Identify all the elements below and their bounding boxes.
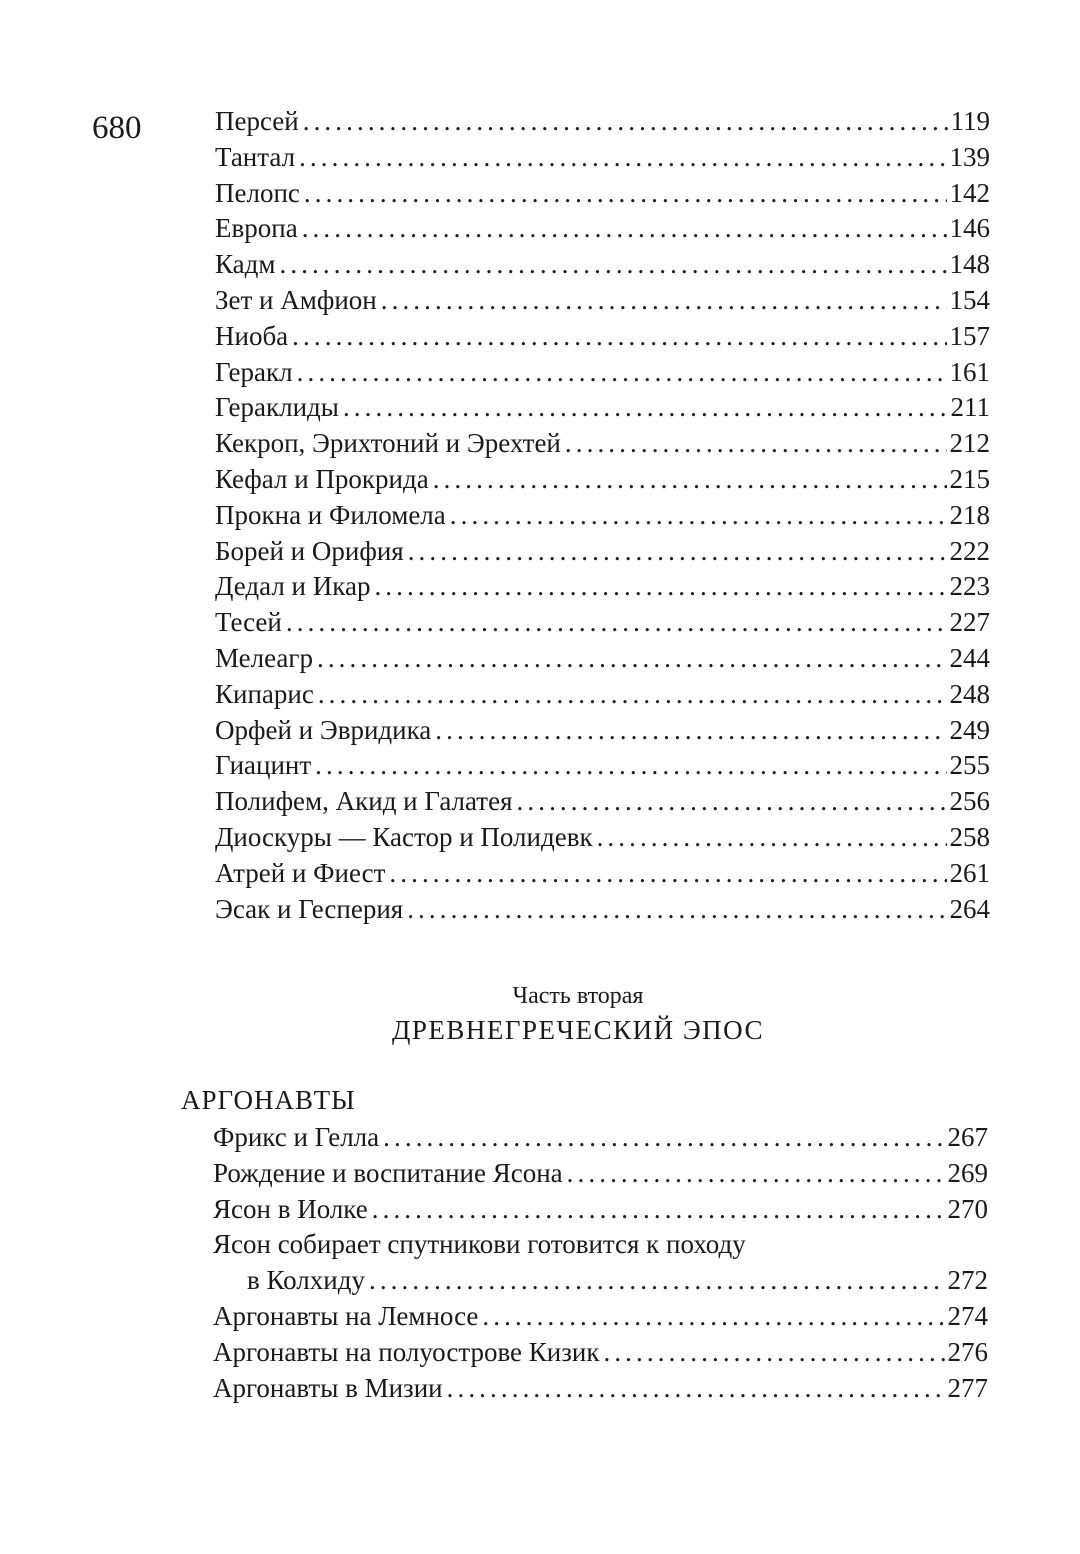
section-heading: АРГОНАВТЫ — [181, 1085, 356, 1115]
dot-leader — [343, 390, 948, 426]
dot-leader — [302, 211, 947, 247]
toc-entry-title: Полифем, Акид и Галатея — [215, 786, 513, 817]
toc-entry — [215, 820, 990, 856]
toc-entry-page: 276 — [947, 1336, 988, 1367]
dot-leader — [369, 1263, 945, 1299]
toc-entry-page: 277 — [947, 1372, 988, 1403]
toc-entry-page: 146 — [949, 213, 990, 244]
toc-entry-page: 212 — [949, 428, 990, 459]
dot-leader — [374, 569, 946, 605]
dot-leader — [482, 1299, 944, 1335]
dot-leader — [318, 677, 947, 713]
dot-leader — [304, 176, 947, 212]
toc-entry-title: Пелопс — [215, 177, 300, 208]
toc-entry-page: 267 — [947, 1122, 988, 1152]
toc-entry — [215, 498, 990, 534]
dot-leader — [517, 784, 947, 820]
toc-entry-title: Гераклиды — [215, 392, 339, 423]
toc-entry — [215, 856, 990, 892]
dot-leader — [372, 1192, 945, 1228]
toc-entry-title: Зет и Амфион — [215, 284, 377, 315]
toc-entry — [215, 355, 990, 391]
toc-entry-title: Фрикс и Гелла — [213, 1122, 380, 1152]
toc-entry — [215, 390, 990, 426]
toc-list-part-one — [215, 104, 990, 927]
dot-leader — [408, 534, 947, 570]
toc-entry — [213, 1120, 988, 1156]
toc-entry — [215, 677, 990, 713]
toc-entry-title: Ниоба — [215, 320, 289, 351]
toc-entry — [215, 605, 990, 641]
toc-entry-page: 148 — [949, 249, 990, 280]
toc-entry-page: 269 — [947, 1157, 988, 1188]
toc-entry-page: 256 — [949, 786, 990, 817]
toc-entry-title: Геракл — [215, 356, 293, 387]
toc-entry-page: 161 — [949, 356, 990, 387]
toc-entry-title: Тесей — [215, 607, 282, 638]
toc-entry-page: 211 — [950, 392, 990, 423]
dot-leader — [317, 641, 947, 677]
toc-entry — [213, 1192, 988, 1228]
toc-entry — [215, 176, 990, 212]
dot-leader — [303, 104, 948, 140]
toc-entry — [213, 1156, 988, 1192]
toc-entry-title: в Колхиду — [247, 1265, 365, 1296]
toc-entry — [215, 247, 990, 283]
toc-entry — [215, 892, 990, 928]
toc-entry-page: 154 — [949, 284, 990, 315]
dot-leader — [407, 892, 946, 928]
toc-entry-title: Прокна и Филомела — [215, 499, 446, 530]
dot-leader — [286, 605, 947, 641]
toc-entry — [215, 283, 990, 319]
part-label: Часть вторая — [512, 983, 644, 1009]
dot-leader — [299, 140, 946, 176]
dot-leader — [435, 713, 946, 749]
dot-leader — [315, 748, 946, 784]
toc-entry-page: 248 — [949, 678, 990, 709]
toc-entry — [215, 426, 990, 462]
dot-leader — [383, 1120, 944, 1156]
dot-leader — [279, 247, 946, 283]
dot-leader — [433, 462, 947, 498]
toc-entry-title: Аргонавты на полуострове Кизик — [213, 1336, 600, 1367]
toc-entry-page: 249 — [949, 714, 990, 745]
toc-entry-title: Ясон в Иолке — [213, 1193, 368, 1224]
toc-entry — [213, 1335, 988, 1371]
toc-entry-page: 272 — [947, 1265, 988, 1296]
toc-entry-title: Кекроп, Эрихтоний и Эрехтей — [215, 428, 561, 459]
toc-entry-title: Персей — [215, 106, 299, 136]
dot-leader — [297, 355, 947, 391]
toc-entry-page: 244 — [949, 642, 990, 673]
dot-leader — [292, 319, 946, 355]
toc-entry-page: 215 — [949, 463, 990, 494]
toc-entry-page: 218 — [949, 499, 990, 530]
toc-entry-page: 264 — [949, 893, 990, 924]
dot-leader — [450, 498, 947, 534]
dot-leader — [597, 820, 947, 856]
toc-entry-title: Европа — [215, 213, 298, 244]
toc-entry-title: Аргонавты на Лемносе — [213, 1300, 479, 1331]
toc-entry — [215, 641, 990, 677]
toc-entry — [213, 1263, 988, 1299]
dot-leader — [603, 1335, 944, 1371]
toc-entry-page: 270 — [947, 1193, 988, 1224]
toc-entry — [215, 784, 990, 820]
toc-entry-page: 261 — [949, 857, 990, 888]
toc-entry — [215, 462, 990, 498]
toc-entry-title: Мелеагр — [215, 642, 313, 673]
toc-entry-page: 139 — [949, 141, 990, 172]
toc-entry-title: Аргонавты в Мизии — [213, 1372, 443, 1403]
toc-entry-title: Дедал и Икар — [215, 571, 371, 602]
toc-entry — [215, 534, 990, 570]
toc-entry-page: 258 — [949, 821, 990, 852]
dot-leader — [381, 283, 947, 319]
toc-entry-line1: Ясон собирает спутникови готовится к походу — [213, 1229, 746, 1260]
toc-entry-title: Кадм — [215, 249, 276, 280]
toc-entry — [215, 211, 990, 247]
toc-entry-title: Кипарис — [215, 678, 314, 709]
toc-entry — [213, 1371, 988, 1407]
toc-entry-title: Кефал и Прокрида — [215, 463, 429, 494]
toc-entry-title: Орфей и Эвридика — [215, 714, 432, 745]
toc-entry — [215, 748, 990, 784]
toc-entry-title: Борей и Орифия — [215, 535, 404, 566]
toc-entry — [213, 1299, 988, 1335]
toc-entry-page: 274 — [947, 1300, 988, 1331]
part-title: ДРЕВНЕГРЕЧЕСКИЙ ЭПОС — [391, 1015, 764, 1045]
page-number: 680 — [92, 110, 142, 146]
toc-entry-page: 119 — [950, 106, 990, 136]
toc-entry — [215, 713, 990, 749]
toc-entry-page: 227 — [949, 607, 990, 638]
toc-entry-title: Гиацинт — [215, 750, 312, 781]
toc-entry-page: 157 — [949, 320, 990, 351]
toc-entry-page: 255 — [949, 750, 990, 781]
dot-leader — [447, 1371, 945, 1407]
toc-entry-page: 223 — [949, 571, 990, 602]
dot-leader — [567, 1156, 945, 1192]
toc-entry-title: Эсак и Гесперия — [215, 893, 404, 924]
toc-entry — [215, 104, 990, 140]
toc-entry-page: 222 — [949, 535, 990, 566]
toc-entry — [215, 140, 990, 176]
toc-entry-page: 142 — [949, 177, 990, 208]
toc-entry — [215, 569, 990, 605]
toc-entry-title: Диоскуры — Кастор и Полидевк — [215, 821, 593, 852]
toc-entry-title: Рождение и воспитание Ясона — [213, 1157, 563, 1188]
toc-list-part-two — [213, 1120, 988, 1406]
dot-leader — [565, 426, 947, 462]
dot-leader — [389, 856, 946, 892]
toc-entry — [215, 319, 990, 355]
toc-entry-title: Атрей и Фиест — [215, 857, 386, 888]
toc-entry-title: Тантал — [215, 141, 296, 172]
